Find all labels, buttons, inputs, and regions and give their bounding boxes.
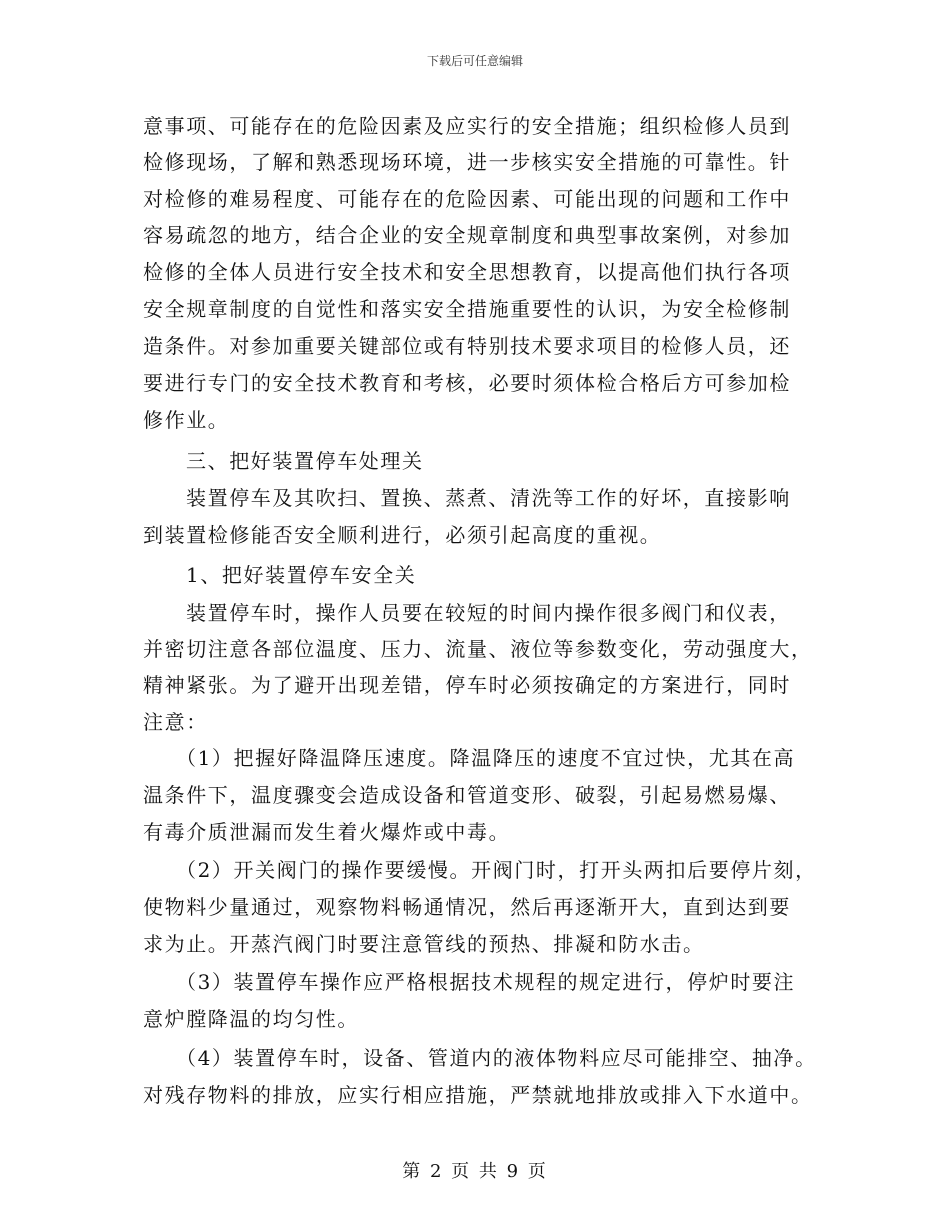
page-header: 下载后可任意编辑	[426, 54, 523, 68]
body-line: 温条件下，温度骤变会造成设备和管道变形、破裂，引起易燃易爆、	[143, 783, 791, 807]
body-line: 要进行专门的安全技术教育和考核，必要时须体检合格后方可参加检	[143, 371, 791, 395]
body-line: 使物料少量通过，观察物料畅通情况，然后再逐渐开大，直到达到要	[143, 895, 791, 919]
body-line: 修作业。	[143, 408, 230, 432]
body-line: （4）装置停车时，设备、管道内的液体物料应尽可能排空、抽净。	[176, 1046, 817, 1070]
body-line: 意炉膛降温的均匀性。	[143, 1007, 359, 1031]
body-line: 求为止。开蒸汽阀门时要注意管线的预热、排凝和防水击。	[143, 932, 705, 956]
body-line: 容易疏忽的地方，结合企业的安全规章制度和典型事故案例，对参加	[143, 223, 791, 247]
body-line: 装置停车时，操作人员要在较短的时间内操作很多阀门和仪表，	[186, 601, 791, 625]
body-line: 到装置检修能否安全顺利进行，必须引起高度的重视。	[143, 523, 662, 547]
body-line: 对残存物料的排放，应实行相应措施，严禁就地排放或排入下水道中。	[143, 1083, 813, 1107]
body-line: 装置停车及其吹扫、置换、蒸煮、清洗等工作的好坏，直接影响	[186, 486, 791, 510]
subsection-heading: 1、把好装置停车安全关	[186, 563, 417, 587]
body-line: 精神紧张。为了避开出现差错，停车时必须按确定的方案进行，同时	[143, 673, 791, 697]
body-line: 安全规章制度的自觉性和落实安全措施重要性的认识，为安全检修制	[143, 297, 791, 321]
body-line: （3）装置停车操作应严格根据技术规程的规定进行，停炉时要注	[176, 970, 796, 994]
section-heading: 三、把好装置停车处理关	[186, 449, 424, 473]
page-number: 第 2 页 共 9 页	[402, 1161, 548, 1182]
body-line: 注意：	[143, 710, 208, 734]
body-line: 有毒介质泄漏而发生着火爆炸或中毒。	[143, 820, 511, 844]
body-line: （2）开关阀门的操作要缓慢。开阀门时，打开头两扣后要停片刻，	[176, 858, 817, 882]
body-line: 对检修的难易程度、可能存在的危险因素、可能出现的问题和工作中	[143, 187, 791, 211]
body-line: 检修的全体人员进行安全技术和安全思想教育，以提高他们执行各项	[143, 260, 791, 284]
body-line: （1）把握好降温降压速度。降温降压的速度不宜过快，尤其在高	[176, 746, 796, 770]
body-line: 并密切注意各部位温度、压力、流量、液位等参数变化，劳动强度大，	[143, 637, 813, 661]
body-line: 造条件。对参加重要关键部位或有特别技术要求项目的检修人员，还	[143, 334, 791, 358]
body-line: 检修现场，了解和熟悉现场环境，进一步核实安全措施的可靠性。针	[143, 150, 791, 174]
body-line: 意事项、可能存在的危险因素及应实行的安全措施；组织检修人员到	[143, 114, 791, 138]
